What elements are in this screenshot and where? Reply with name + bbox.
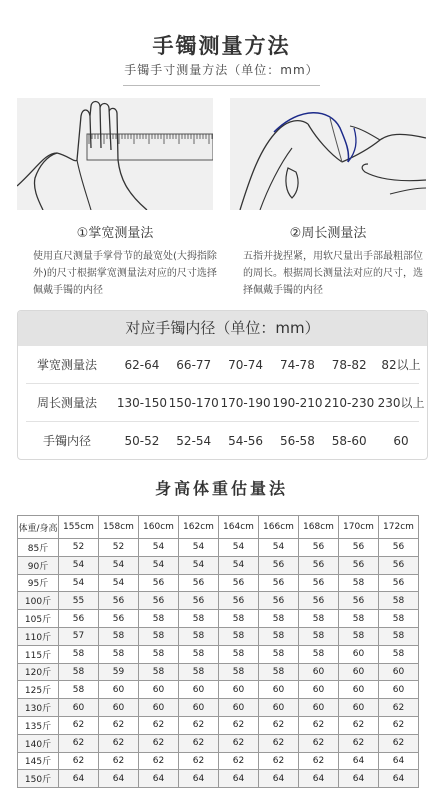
table-cell: 60: [179, 681, 219, 699]
table-cell: 62: [99, 752, 139, 770]
table-cell: 62: [379, 699, 419, 717]
weight-label: 115斤: [18, 645, 59, 663]
table-cell: 60: [99, 681, 139, 699]
table-cell: 58: [379, 610, 419, 628]
table-cell: 64: [379, 770, 419, 788]
table-cell: 58: [99, 627, 139, 645]
table-cell: 150-170: [168, 395, 219, 410]
table-cell: 62-64: [124, 357, 160, 372]
table-row: [18, 384, 427, 421]
table-cell: 58: [219, 645, 259, 663]
table-cell: 58: [259, 610, 299, 628]
table-cell: 56: [379, 556, 419, 574]
table-cell: 58: [179, 627, 219, 645]
table-cell: 62: [379, 734, 419, 752]
table-cell: 60: [59, 699, 99, 717]
table-cell: 58: [299, 645, 339, 663]
table-cell: 62: [259, 734, 299, 752]
row-label: 周长测量法: [36, 396, 97, 410]
table-cell: 58: [59, 645, 99, 663]
table-cell: 56: [379, 574, 419, 592]
table-cell: 74-78: [279, 357, 315, 372]
weight-label: 90斤: [18, 556, 59, 574]
table-cell: 58: [59, 681, 99, 699]
table-cell: 62: [299, 734, 339, 752]
table-cell: 58: [219, 627, 259, 645]
table-cell: 56: [219, 592, 259, 610]
table-cell: 58: [179, 663, 219, 681]
height-header: 155cm: [59, 516, 99, 539]
table-row: [18, 539, 419, 557]
height-header: 170cm: [339, 516, 379, 539]
table-cell: 58: [379, 592, 419, 610]
weight-label: 135斤: [18, 716, 59, 734]
table-cell: 62: [299, 716, 339, 734]
table-cell: 130-150: [116, 395, 167, 410]
table-row: [18, 574, 419, 592]
table-cell: 56: [179, 574, 219, 592]
height-header: 166cm: [259, 516, 299, 539]
table-cell: 58-60: [331, 433, 367, 448]
table-cell: 60: [379, 663, 419, 681]
table-cell: 52-54: [176, 433, 212, 448]
page-title: 手镯测量方法: [152, 34, 291, 58]
weight-label: 100斤: [18, 592, 59, 610]
table-row: [18, 734, 419, 752]
table-cell: 59: [99, 663, 139, 681]
table-row: [18, 627, 419, 645]
table-cell: 56: [99, 610, 139, 628]
circumference-method-label: ②周长测量法: [289, 226, 367, 241]
table-row: [18, 663, 419, 681]
table-cell: 62: [339, 716, 379, 734]
table-row: [18, 770, 419, 788]
circumference-description: 五指并拢捏紧，用软尺量出手部最粗部位的周长。根据周长测量法对应的尺寸，选择佩戴手镯的内径: [243, 251, 423, 296]
table-row: [18, 592, 419, 610]
table-cell: 60: [179, 699, 219, 717]
table-row: [18, 556, 419, 574]
table-cell: 58: [139, 663, 179, 681]
table-cell: 54: [139, 539, 179, 557]
weight-label: 120斤: [18, 663, 59, 681]
table-cell: 58: [299, 627, 339, 645]
hand-ruler-icon: [17, 98, 213, 210]
height-header: 164cm: [219, 516, 259, 539]
table-cell: 54: [219, 556, 259, 574]
table-cell: 210-230: [324, 395, 375, 410]
table-cell: 58: [139, 627, 179, 645]
table-cell: 54: [139, 556, 179, 574]
table-cell: 60: [219, 681, 259, 699]
table-cell: 62: [59, 716, 99, 734]
row-label: 手镯内径: [42, 434, 91, 448]
table-cell: 54: [99, 556, 139, 574]
table-row: [18, 346, 427, 383]
table-cell: 56: [259, 574, 299, 592]
table-cell: 190-210: [272, 395, 323, 410]
table-cell: 60: [393, 433, 409, 448]
table-cell: 58: [379, 627, 419, 645]
table-cell: 62: [139, 734, 179, 752]
table-cell: 70-74: [228, 357, 263, 372]
weight-label: 85斤: [18, 539, 59, 557]
weight-label: 105斤: [18, 610, 59, 628]
row-label: 掌宽测量法: [36, 358, 97, 372]
table-cell: 62: [139, 716, 179, 734]
page-subtitle: 手镯手寸测量方法（单位：mm）: [124, 63, 319, 77]
table-cell: 62: [179, 734, 219, 752]
table-cell: 230以上: [377, 396, 425, 410]
table-cell: 58: [219, 610, 259, 628]
table-cell: 62: [379, 716, 419, 734]
table-cell: 56: [339, 539, 379, 557]
table-cell: 60: [259, 699, 299, 717]
table-row: [18, 422, 427, 459]
table-cell: 58: [379, 645, 419, 663]
table-cell: 54: [179, 556, 219, 574]
table-cell: 64: [139, 770, 179, 788]
table-cell: 55: [59, 592, 99, 610]
table-cell: 56: [339, 592, 379, 610]
table-cell: 52: [59, 539, 99, 557]
table-cell: 56: [299, 574, 339, 592]
table-cell: 58: [339, 627, 379, 645]
table-cell: 56-58: [279, 433, 315, 448]
table-cell: 56: [379, 539, 419, 557]
table-cell: 64: [379, 752, 419, 770]
table-cell: 58: [179, 645, 219, 663]
table-cell: 52: [99, 539, 139, 557]
table-cell: 64: [339, 752, 379, 770]
table-row: [18, 645, 419, 663]
table-cell: 56: [299, 592, 339, 610]
table-cell: 62: [339, 734, 379, 752]
table-cell: 58: [299, 610, 339, 628]
table-row: [18, 610, 419, 628]
circumference-illustration: [230, 98, 426, 210]
table-cell: 62: [139, 752, 179, 770]
table-cell: 62: [259, 752, 299, 770]
table-cell: 56: [259, 592, 299, 610]
table-cell: 60: [339, 681, 379, 699]
table-cell: 57: [59, 627, 99, 645]
table-cell: 62: [99, 716, 139, 734]
table-row: [18, 752, 419, 770]
subtitle-divider: [123, 85, 320, 86]
weight-label: 95斤: [18, 574, 59, 592]
table-cell: 82以上: [381, 358, 421, 372]
table-cell: 60: [219, 699, 259, 717]
height-header: 160cm: [139, 516, 179, 539]
table-cell: 54: [59, 556, 99, 574]
table-cell: 58: [259, 645, 299, 663]
table-cell: 60: [99, 699, 139, 717]
size-table-title: 对应手镯内径（单位：mm）: [18, 311, 427, 346]
table-cell: 56: [179, 592, 219, 610]
table-cell: 78-82: [331, 357, 367, 372]
table-cell: 62: [179, 716, 219, 734]
table-cell: 58: [219, 663, 259, 681]
palm-width-illustration: [17, 98, 213, 210]
corner-header: 体重/身高: [18, 516, 59, 539]
table-cell: 58: [139, 610, 179, 628]
table-cell: 64: [299, 770, 339, 788]
table-cell: 56: [299, 556, 339, 574]
bracelet-size-table: [17, 310, 428, 460]
table-cell: 56: [139, 574, 179, 592]
table-cell: 64: [219, 770, 259, 788]
table-cell: 58: [139, 645, 179, 663]
table-cell: 60: [379, 681, 419, 699]
table-cell: 60: [339, 645, 379, 663]
table-cell: 64: [99, 770, 139, 788]
estimate-title: 身高体重估量法: [154, 479, 288, 498]
height-weight-table: [17, 515, 419, 788]
palm-width-method-label: ①掌宽测量法: [76, 226, 154, 241]
height-weight-table-body: [18, 539, 419, 788]
table-cell: 58: [259, 663, 299, 681]
table-cell: 62: [219, 716, 259, 734]
height-header: 172cm: [379, 516, 419, 539]
table-cell: 66-77: [176, 357, 212, 372]
table-cell: 170-190: [220, 395, 271, 410]
table-cell: 56: [339, 556, 379, 574]
weight-label: 145斤: [18, 752, 59, 770]
table-cell: 60: [299, 699, 339, 717]
table-cell: 62: [59, 752, 99, 770]
table-cell: 64: [339, 770, 379, 788]
weight-label: 150斤: [18, 770, 59, 788]
table-cell: 54: [259, 539, 299, 557]
table-cell: 56: [99, 592, 139, 610]
palm-width-description: 使用直尺测量手掌骨节的最宽处(大拇指除外)的尺寸根据掌宽测量法对应的尺寸选择佩戴手镯的内径: [33, 251, 217, 296]
table-cell: 62: [299, 752, 339, 770]
height-header: 168cm: [299, 516, 339, 539]
table-cell: 54: [179, 539, 219, 557]
table-cell: 54-56: [228, 433, 263, 448]
table-cell: 58: [339, 574, 379, 592]
table-header-row: [18, 516, 419, 539]
table-cell: 62: [99, 734, 139, 752]
table-cell: 62: [219, 734, 259, 752]
weight-label: 140斤: [18, 734, 59, 752]
table-cell: 60: [299, 663, 339, 681]
table-cell: 58: [179, 610, 219, 628]
table-row: [18, 716, 419, 734]
table-cell: 50-52: [124, 433, 160, 448]
table-cell: 56: [59, 610, 99, 628]
table-cell: 60: [139, 699, 179, 717]
table-cell: 58: [99, 645, 139, 663]
table-cell: 54: [99, 574, 139, 592]
table-cell: 62: [59, 734, 99, 752]
table-cell: 56: [259, 556, 299, 574]
table-cell: 58: [259, 627, 299, 645]
table-cell: 62: [259, 716, 299, 734]
height-header: 162cm: [179, 516, 219, 539]
weight-label: 110斤: [18, 627, 59, 645]
table-cell: 56: [299, 539, 339, 557]
table-cell: 60: [339, 699, 379, 717]
table-cell: 60: [259, 681, 299, 699]
table-cell: 60: [339, 663, 379, 681]
table-cell: 64: [59, 770, 99, 788]
table-cell: 64: [179, 770, 219, 788]
table-cell: 56: [219, 574, 259, 592]
weight-label: 130斤: [18, 699, 59, 717]
hand-tape-icon: [230, 98, 426, 210]
table-cell: 58: [339, 610, 379, 628]
table-cell: 62: [219, 752, 259, 770]
table-cell: 58: [59, 663, 99, 681]
table-cell: 54: [59, 574, 99, 592]
table-cell: 64: [259, 770, 299, 788]
table-cell: 60: [139, 681, 179, 699]
table-row: [18, 681, 419, 699]
weight-label: 125斤: [18, 681, 59, 699]
table-cell: 54: [219, 539, 259, 557]
table-row: [18, 699, 419, 717]
table-cell: 62: [179, 752, 219, 770]
table-cell: 56: [139, 592, 179, 610]
height-header: 158cm: [99, 516, 139, 539]
table-cell: 60: [299, 681, 339, 699]
